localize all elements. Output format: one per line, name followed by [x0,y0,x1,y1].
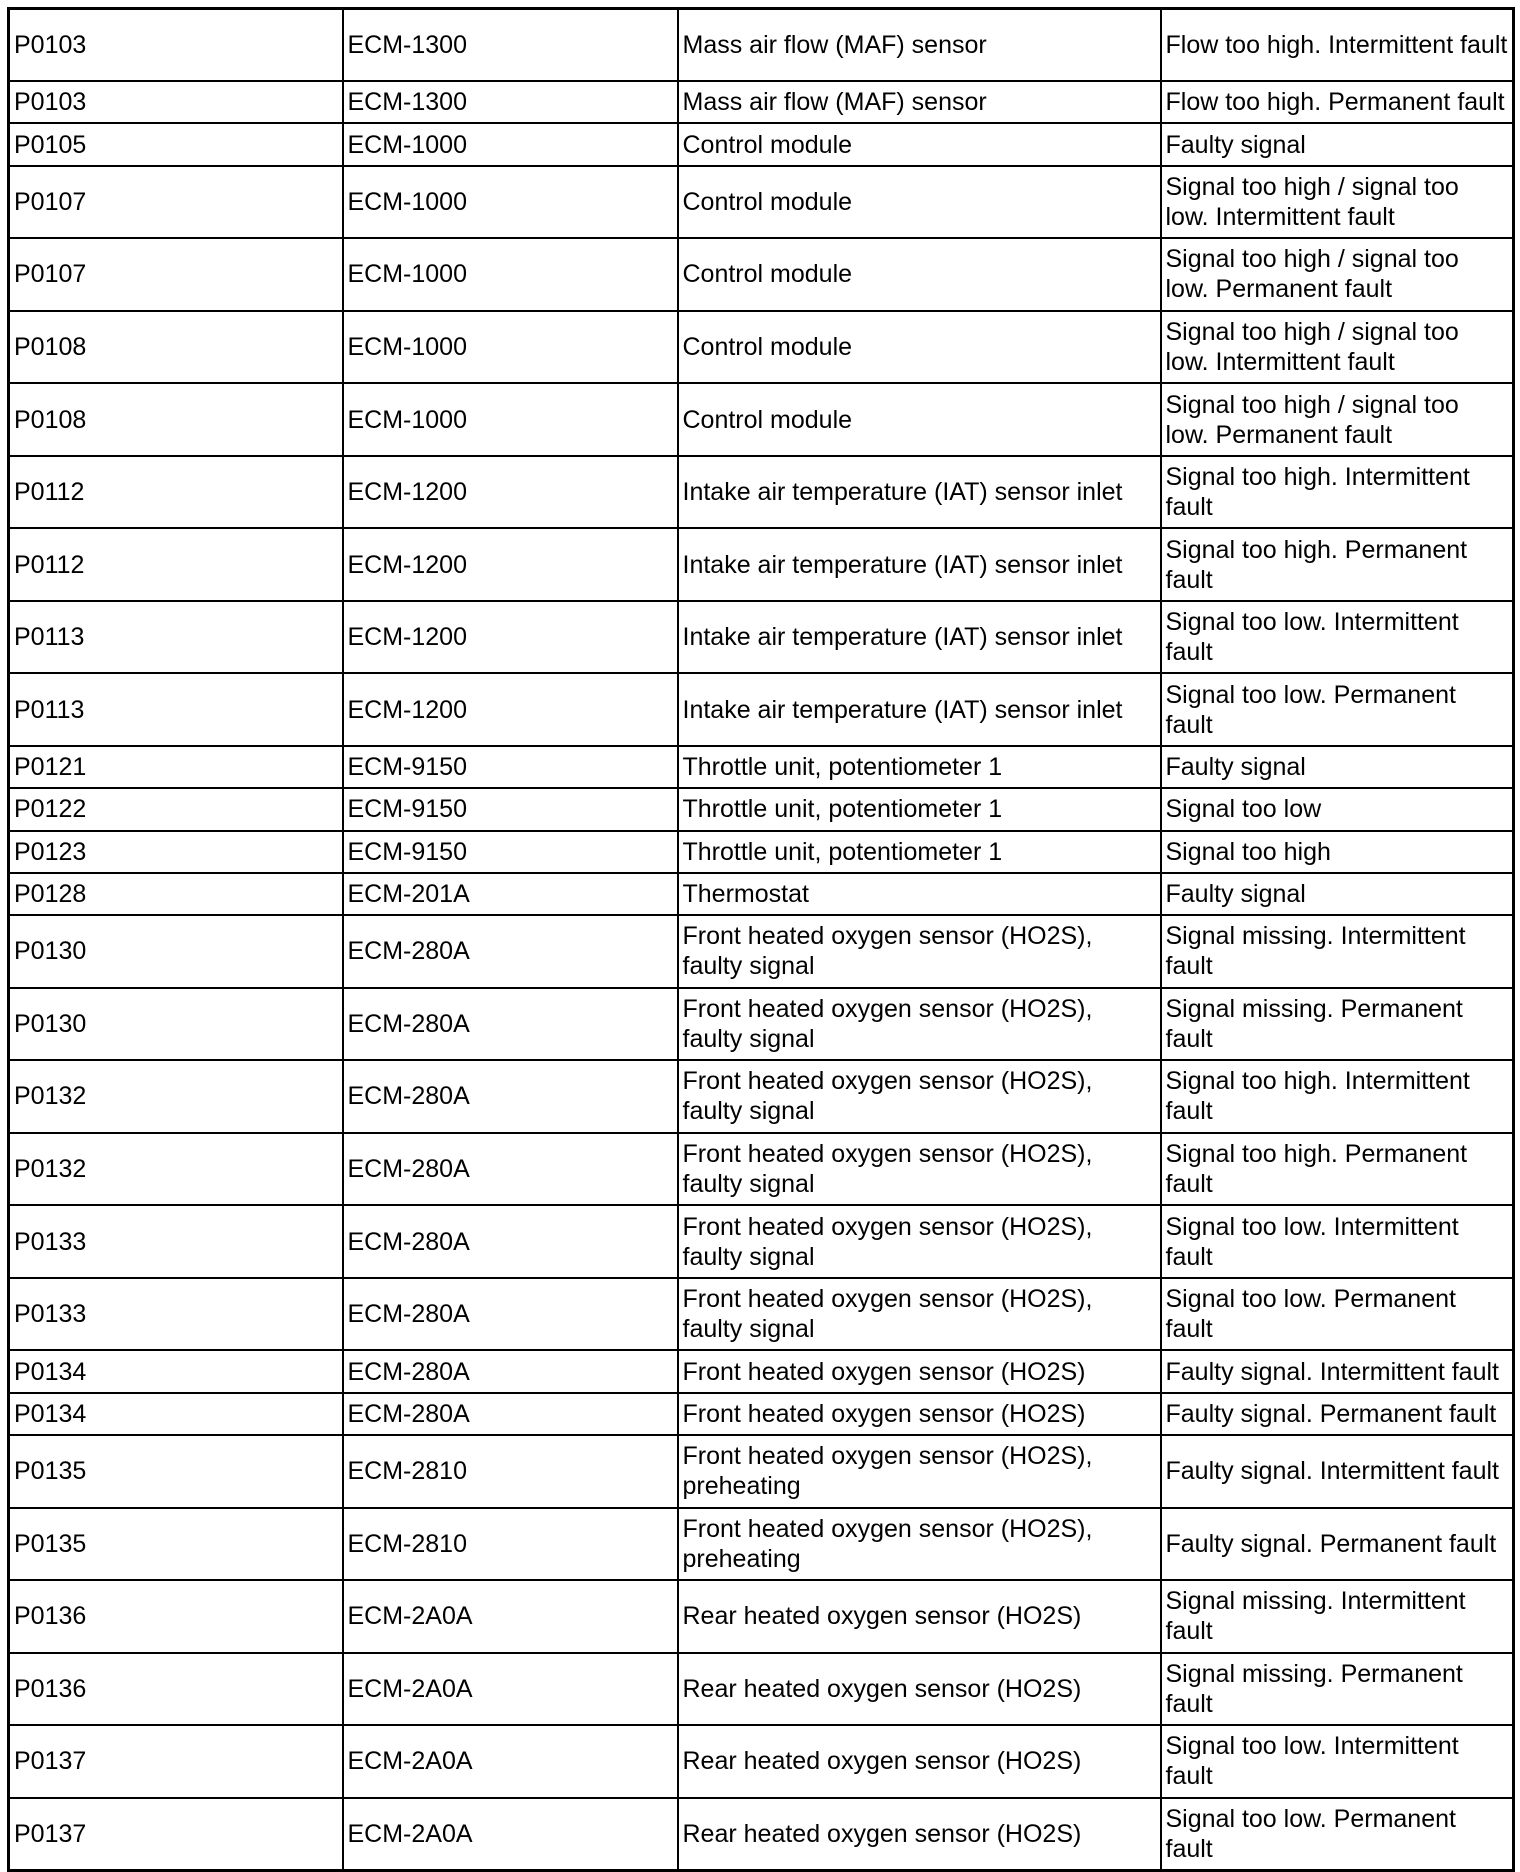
fault-description-cell: Signal too low. Intermittent fault [1161,1725,1514,1798]
table-row [9,601,1514,674]
component-cell: Control module [678,383,1161,456]
module-id-cell: ECM-1300 [343,9,678,82]
fault-description-cell: Faulty signal. Permanent fault [1161,1393,1514,1435]
module-id-cell: ECM-1200 [343,456,678,529]
module-id-cell: ECM-1000 [343,383,678,456]
fault-description-cell: Signal missing. Permanent fault [1161,988,1514,1061]
table-row [9,1278,1514,1351]
dtc-code-cell: P0136 [9,1653,343,1726]
module-id-cell: ECM-1200 [343,601,678,674]
fault-description-cell: Signal too low [1161,788,1514,830]
fault-description-cell: Signal missing. Permanent fault [1161,1653,1514,1726]
fault-description-cell: Signal missing. Intermittent fault [1161,915,1514,988]
table-row [9,528,1514,601]
fault-description-cell: Signal too high. Intermittent fault [1161,1060,1514,1133]
dtc-code-cell: P0121 [9,746,343,788]
fault-description-cell: Signal too high / signal too low. Permanent fault [1161,383,1514,456]
dtc-code-cell: P0103 [9,9,343,82]
fault-description-cell: Faulty signal [1161,873,1514,915]
component-cell: Control module [678,123,1161,165]
module-id-cell: ECM-1000 [343,123,678,165]
fault-description-cell: Signal too low. Intermittent fault [1161,1205,1514,1278]
dtc-code-cell: P0132 [9,1060,343,1133]
fault-description-cell: Signal too high / signal too low. Intermittent fault [1161,311,1514,384]
table-row [9,123,1514,165]
component-cell: Rear heated oxygen sensor (HO2S) [678,1725,1161,1798]
module-id-cell: ECM-2810 [343,1435,678,1508]
component-cell: Front heated oxygen sensor (HO2S), faulty signal [678,988,1161,1061]
table-row [9,1205,1514,1278]
table-row [9,1653,1514,1726]
fault-description-cell: Signal too low. Intermittent fault [1161,601,1514,674]
dtc-code-cell: P0134 [9,1350,343,1392]
component-cell: Front heated oxygen sensor (HO2S), faulty signal [678,915,1161,988]
dtc-code-cell: P0133 [9,1278,343,1351]
module-id-cell: ECM-280A [343,1350,678,1392]
table-row [9,788,1514,830]
dtc-code-cell: P0133 [9,1205,343,1278]
component-cell: Intake air temperature (IAT) sensor inlet [678,673,1161,746]
dtc-code-cell: P0134 [9,1393,343,1435]
component-cell: Front heated oxygen sensor (HO2S) [678,1350,1161,1392]
module-id-cell: ECM-280A [343,1060,678,1133]
module-id-cell: ECM-1300 [343,81,678,123]
table-row [9,311,1514,384]
table-row [9,238,1514,311]
dtc-code-cell: P0122 [9,788,343,830]
component-cell: Intake air temperature (IAT) sensor inlet [678,528,1161,601]
table-row [9,831,1514,873]
table-row [9,1725,1514,1798]
module-id-cell: ECM-1000 [343,311,678,384]
table-row [9,746,1514,788]
dtc-code-cell: P0107 [9,166,343,239]
table-row [9,915,1514,988]
table-row [9,1798,1514,1871]
module-id-cell: ECM-1200 [343,528,678,601]
fault-description-cell: Faulty signal. Intermittent fault [1161,1350,1514,1392]
fault-description-cell: Faulty signal. Intermittent fault [1161,1435,1514,1508]
module-id-cell: ECM-201A [343,873,678,915]
table-row [9,456,1514,529]
component-cell: Front heated oxygen sensor (HO2S), preheating [678,1435,1161,1508]
component-cell: Rear heated oxygen sensor (HO2S) [678,1653,1161,1726]
module-id-cell: ECM-1200 [343,673,678,746]
dtc-code-cell: P0113 [9,601,343,674]
fault-description-cell: Signal missing. Intermittent fault [1161,1580,1514,1653]
component-cell: Mass air flow (MAF) sensor [678,81,1161,123]
dtc-table-body [9,9,1514,1871]
module-id-cell: ECM-9150 [343,788,678,830]
table-row [9,873,1514,915]
table-row [9,1580,1514,1653]
dtc-table [7,7,1515,1872]
module-id-cell: ECM-280A [343,1133,678,1206]
table-row [9,1508,1514,1581]
component-cell: Rear heated oxygen sensor (HO2S) [678,1580,1161,1653]
fault-description-cell: Signal too high / signal too low. Intermittent fault [1161,166,1514,239]
dtc-code-cell: P0105 [9,123,343,165]
component-cell: Front heated oxygen sensor (HO2S), faulty signal [678,1278,1161,1351]
module-id-cell: ECM-2A0A [343,1580,678,1653]
table-row [9,1435,1514,1508]
dtc-code-cell: P0108 [9,311,343,384]
dtc-code-cell: P0112 [9,528,343,601]
module-id-cell: ECM-1000 [343,238,678,311]
component-cell: Mass air flow (MAF) sensor [678,9,1161,82]
dtc-code-cell: P0132 [9,1133,343,1206]
module-id-cell: ECM-280A [343,988,678,1061]
dtc-code-cell: P0135 [9,1508,343,1581]
component-cell: Front heated oxygen sensor (HO2S), faulty signal [678,1133,1161,1206]
table-row [9,1350,1514,1392]
module-id-cell: ECM-280A [343,1278,678,1351]
fault-description-cell: Faulty signal [1161,746,1514,788]
table-row [9,1060,1514,1133]
dtc-code-cell: P0123 [9,831,343,873]
table-row [9,988,1514,1061]
table-row [9,166,1514,239]
component-cell: Control module [678,311,1161,384]
dtc-code-cell: P0130 [9,915,343,988]
table-row [9,1133,1514,1206]
dtc-code-cell: P0108 [9,383,343,456]
table-row [9,383,1514,456]
fault-description-cell: Flow too high. Permanent fault [1161,81,1514,123]
module-id-cell: ECM-280A [343,1393,678,1435]
fault-description-cell: Signal too high. Intermittent fault [1161,456,1514,529]
component-cell: Control module [678,166,1161,239]
table-row [9,9,1514,82]
dtc-code-cell: P0113 [9,673,343,746]
module-id-cell: ECM-2810 [343,1508,678,1581]
table-row [9,1393,1514,1435]
fault-description-cell: Signal too low. Permanent fault [1161,673,1514,746]
dtc-code-cell: P0135 [9,1435,343,1508]
module-id-cell: ECM-2A0A [343,1798,678,1871]
fault-description-cell: Signal too high [1161,831,1514,873]
fault-description-cell: Signal too low. Permanent fault [1161,1798,1514,1871]
module-id-cell: ECM-9150 [343,746,678,788]
component-cell: Intake air temperature (IAT) sensor inlet [678,456,1161,529]
table-row [9,81,1514,123]
module-id-cell: ECM-280A [343,915,678,988]
dtc-code-cell: P0112 [9,456,343,529]
module-id-cell: ECM-9150 [343,831,678,873]
component-cell: Front heated oxygen sensor (HO2S), faulty signal [678,1060,1161,1133]
fault-description-cell: Faulty signal. Permanent fault [1161,1508,1514,1581]
component-cell: Throttle unit, potentiometer 1 [678,788,1161,830]
dtc-code-cell: P0128 [9,873,343,915]
component-cell: Rear heated oxygen sensor (HO2S) [678,1798,1161,1871]
module-id-cell: ECM-2A0A [343,1725,678,1798]
fault-description-cell: Signal too low. Permanent fault [1161,1278,1514,1351]
module-id-cell: ECM-1000 [343,166,678,239]
component-cell: Thermostat [678,873,1161,915]
dtc-code-cell: P0103 [9,81,343,123]
dtc-code-cell: P0107 [9,238,343,311]
fault-description-cell: Faulty signal [1161,123,1514,165]
fault-description-cell: Signal too high. Permanent fault [1161,1133,1514,1206]
component-cell: Front heated oxygen sensor (HO2S), preheating [678,1508,1161,1581]
dtc-code-cell: P0137 [9,1725,343,1798]
component-cell: Control module [678,238,1161,311]
dtc-code-cell: P0136 [9,1580,343,1653]
fault-description-cell: Signal too high. Permanent fault [1161,528,1514,601]
component-cell: Intake air temperature (IAT) sensor inlet [678,601,1161,674]
component-cell: Front heated oxygen sensor (HO2S), faulty signal [678,1205,1161,1278]
dtc-code-cell: P0137 [9,1798,343,1871]
component-cell: Front heated oxygen sensor (HO2S) [678,1393,1161,1435]
component-cell: Throttle unit, potentiometer 1 [678,831,1161,873]
fault-description-cell: Signal too high / signal too low. Permanent fault [1161,238,1514,311]
dtc-code-cell: P0130 [9,988,343,1061]
component-cell: Throttle unit, potentiometer 1 [678,746,1161,788]
fault-description-cell: Flow too high. Intermittent fault [1161,9,1514,82]
module-id-cell: ECM-2A0A [343,1653,678,1726]
module-id-cell: ECM-280A [343,1205,678,1278]
table-row [9,673,1514,746]
